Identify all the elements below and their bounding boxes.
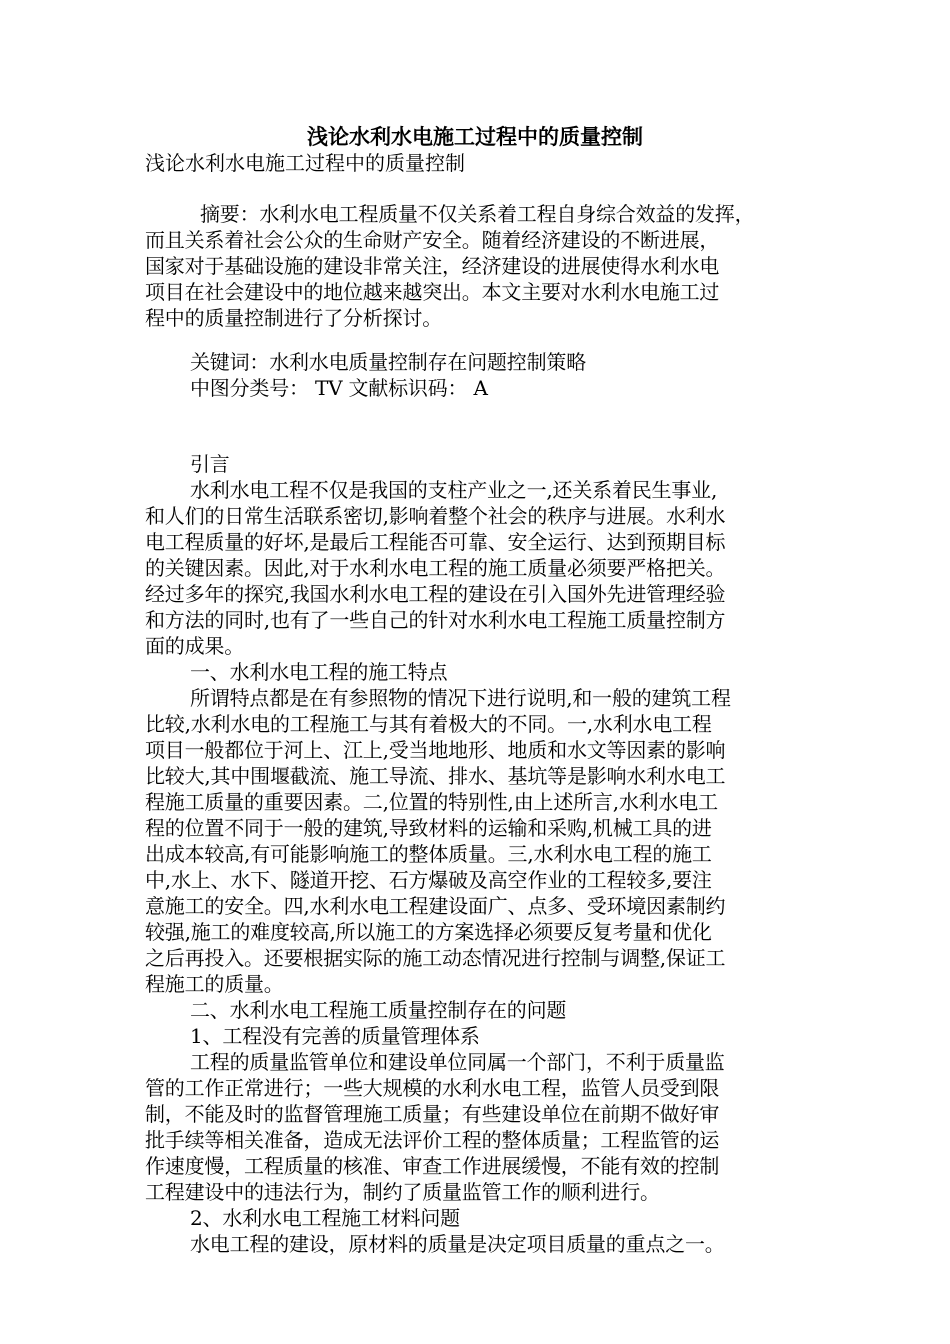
abstract-line: 而且关系着社会公众的生命财产安全。随着经济建设的不断进展， [145, 228, 720, 252]
paragraph-line: 程施工的质量。 [145, 972, 284, 996]
subsection-heading: 2、水利水电工程施工材料问题 [190, 1206, 460, 1230]
section-heading: 二、水利水电工程施工质量控制存在的问题 [190, 998, 567, 1022]
paragraph-line: 作速度慢，工程质量的核准、审查工作进展缓慢，不能有效的控制 [145, 1154, 720, 1178]
classification: 中图分类号： TV 文献标识码： A [190, 376, 488, 400]
abstract-line: 国家对于基础设施的建设非常关注，经济建设的进展使得水利水电 [145, 254, 720, 278]
document-subtitle: 浅论水利水电施工过程中的质量控制 [145, 151, 465, 175]
paragraph-line: 意施工的安全。四,水利水电工程建设面广、点多、受环境因素制约 [145, 894, 726, 918]
paragraph-line: 程施工质量的重要因素。二,位置的特别性,由上述所言,水利水电工 [145, 790, 718, 814]
paragraph-line: 经过多年的探究,我国水利水电工程的建设在引入国外先进管理经验 [145, 582, 726, 606]
abstract [145, 201, 815, 331]
paragraph-line: 比较,水利水电的工程施工与其有着极大的不同。一,水利水电工程 [145, 712, 712, 736]
paragraph-line: 中,水上、水下、隧道开挖、石方爆破及高空作业的工程较多,要注 [145, 868, 712, 892]
paragraph-line: 电工程质量的好坏,是最后工程能否可靠、安全运行、达到预期目标 [145, 530, 726, 554]
section-heading: 一、水利水电工程的施工特点 [190, 660, 448, 684]
paragraph-line: 制，不能及时的监督管理施工质量；有些建设单位在前期不做好审 [145, 1102, 720, 1126]
paragraph-line: 和人们的日常生活联系密切,影响着整个社会的秩序与进展。水利水 [145, 504, 726, 528]
paragraph-line: 项目一般都位于河上、江上,受当地地形、地质和水文等因素的影响 [145, 738, 726, 762]
paragraph-line: 面的成果。 [145, 634, 244, 658]
paragraph-line: 所谓特点都是在有参照物的情况下进行说明,和一般的建筑工程 [190, 686, 731, 710]
keywords-block [145, 349, 815, 401]
keywords: 关键词：水利水电质量控制存在问题控制策略 [190, 350, 586, 374]
paragraph-line: 的关键因素。因此,对于水利水电工程的施工质量必须要严格把关。 [145, 556, 726, 580]
paragraph-line: 工程的质量监管单位和建设单位同属一个部门，不利于质量监 [190, 1050, 725, 1074]
subsection-heading: 1、工程没有完善的质量管理体系 [190, 1024, 480, 1048]
paragraph-line: 较强,施工的难度较高,所以施工的方案选择必须要反复考量和优化 [145, 920, 712, 944]
paragraph-line: 批手续等相关准备，造成无法评价工程的整体质量；工程监管的运 [145, 1128, 720, 1152]
document-title: 浅论水利水电施工过程中的质量控制 [307, 125, 643, 149]
abstract-line: 程中的质量控制进行了分析探讨。 [145, 306, 442, 330]
paragraph-line: 出成本较高,有可能影响施工的整体质量。三,水利水电工程的施工 [145, 842, 712, 866]
section-heading: 引言 [190, 452, 230, 476]
paragraph-line: 管的工作正常进行；一些大规模的水利水电工程，监管人员受到限 [145, 1076, 720, 1100]
body-text [145, 451, 815, 1257]
paragraph-line: 水利水电工程不仅是我国的支柱产业之一,还关系着民生事业, [190, 478, 718, 502]
paragraph-line: 程的位置不同于一般的建筑,导致材料的运输和采购,机械工具的进 [145, 816, 712, 840]
paragraph-line: 和方法的同时,也有了一些自己的针对水利水电工程施工质量控制方 [145, 608, 726, 632]
paragraph-line: 比较大,其中围堰截流、施工导流、排水、基坑等是影响水利水电工 [145, 764, 726, 788]
abstract-line: 项目在社会建设中的地位越来越突出。本文主要对水利水电施工过 [145, 280, 720, 304]
abstract-line: 摘要：水利水电工程质量不仅关系着工程自身综合效益的发挥， [200, 202, 755, 226]
paragraph-line: 工程建设中的违法行为，制约了质量监管工作的顺利进行。 [145, 1180, 660, 1204]
paragraph-line: 之后再投入。还要根据实际的施工动态情况进行控制与调整,保证工 [145, 946, 726, 970]
paragraph-line: 水电工程的建设，原材料的质量是决定项目质量的重点之一。 [190, 1232, 725, 1256]
